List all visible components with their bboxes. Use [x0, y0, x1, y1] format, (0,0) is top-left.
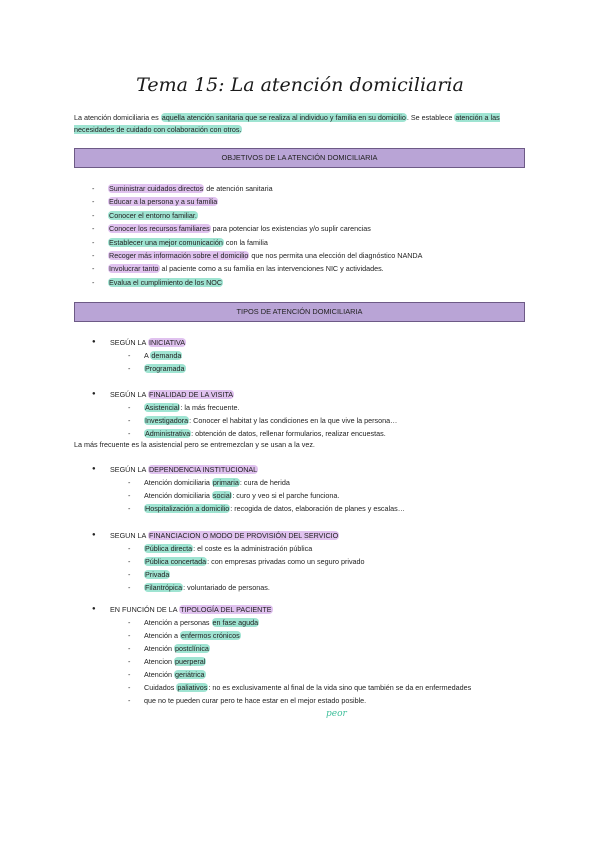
list-item: - Establecer una mejor comunicación con la familia — [92, 236, 422, 249]
section-financiacion — [92, 529, 365, 594]
section-heading: ● SEGÚN LA FINALIDAD DE LA VISITA — [92, 388, 397, 401]
section-heading: ● EN FUNCIÓN DE LA TIPOLOGÍA DEL PACIENTE — [92, 603, 471, 616]
list-item: - Asistencial: la más frecuente. — [128, 401, 397, 414]
section-heading: ● SEGÚN LA DEPENDENCIA INSTITUCIONAL — [92, 463, 405, 476]
list-item: - Pública directa: el coste es la administración pública — [128, 542, 365, 555]
list-item: - Pública concertada: con empresas privadas como un seguro privado — [128, 555, 365, 568]
page-title: Tema 15: La atención domiciliaria — [136, 74, 464, 96]
section-iniciativa — [92, 336, 186, 375]
list-item: - Administrativa: obtención de datos, rellenar formularios, realizar encuestas. — [128, 427, 397, 440]
list-item: - Conocer el entorno familiar. — [92, 209, 422, 222]
list-item: - Evalua el cumplimiento de los NOC — [92, 276, 422, 289]
section-tipologia — [92, 603, 471, 707]
types-header: TIPOS DE ATENCIÓN DOMICILIARIA — [74, 302, 525, 322]
objectives-header: OBJETIVOS DE LA ATENCIÓN DOMICILIARIA — [74, 148, 525, 168]
list-item: - Privada — [128, 568, 365, 581]
list-item: - Recoger más información sobre el domicilio que nos permita una elección del diagnóstico NANDA — [92, 249, 422, 262]
list-item: - Investigadora: Conocer el habitat y las condiciones en la que vive la persona… — [128, 414, 397, 427]
list-item: - Suministrar cuidados directos de atención sanitaria — [92, 182, 422, 195]
list-item: - Programada — [128, 362, 186, 375]
list-item: - Atencion puerperal — [128, 655, 471, 668]
list-item: - Atención a personas en fase aguda — [128, 616, 471, 629]
handwritten-annotation: peor — [326, 709, 347, 719]
objectives-list — [92, 182, 422, 289]
list-item: - Conocer los recursos familiares para potenciar los existencias y/o suplir carencias — [92, 222, 422, 235]
list-item: - Filantrópica: voluntariado de personas. — [128, 581, 365, 594]
list-item: - Atención geriátrica — [128, 668, 471, 681]
list-item: - Atención postclínica — [128, 642, 471, 655]
list-item: - Educar a la persona y a su familia — [92, 195, 422, 208]
section-finalidad — [92, 388, 397, 440]
section-heading: ● SEGUN LA FINANCIACION O MODO DE PROVISIÓN DEL SERVICIO — [92, 529, 365, 542]
list-item: - Hospitalización a domicilio: recogida de datos, elaboración de planes y escalas… — [128, 502, 405, 515]
list-item: - A demanda — [128, 349, 186, 362]
list-item: - Cuidados paliativos: no es exclusivamente al final de la vida sino que también se da en enfermedades — [128, 681, 471, 694]
list-item: - Atención a enfermos crónicos — [128, 629, 471, 642]
list-item: - Involucrar tanto al paciente como a su familia en las intervenciones NIC y actividades. — [92, 262, 422, 275]
section-dependencia — [92, 463, 405, 515]
section-heading: ● SEGÚN LA INICIATIVA — [92, 336, 186, 349]
list-item-continuation: - que no te pueden curar pero te hace estar en el mejor estado posible. — [128, 694, 471, 707]
note-text: La más frecuente es la asistencial pero se entremezclan y se usan a la vez. — [74, 440, 315, 449]
intro-paragraph: La atención domiciliaria es aquella atención sanitaria que se realiza al individuo y familia en su domicilio. Se establece atención a las necesidades de cuidado con colaboración con otros. — [74, 113, 500, 134]
list-item: - Atención domiciliaria social: curo y veo si el parche funciona. — [128, 489, 405, 502]
list-item: - Atención domiciliaria primaria: cura de herida — [128, 476, 405, 489]
